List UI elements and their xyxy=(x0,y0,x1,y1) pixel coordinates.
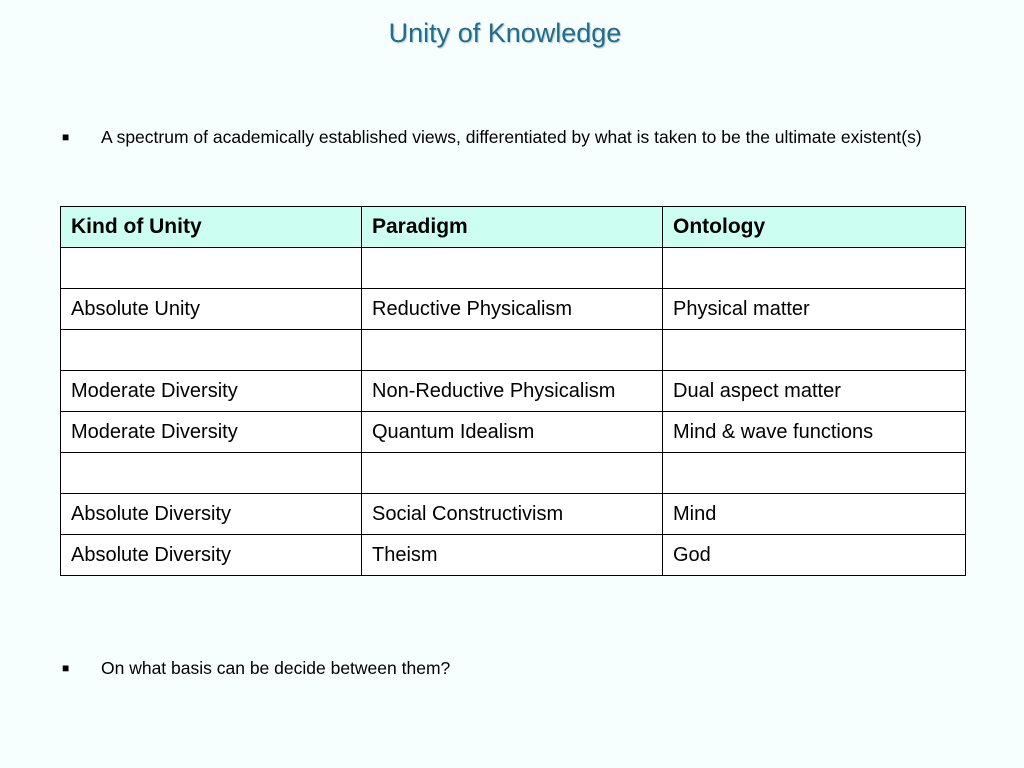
table-cell xyxy=(362,330,663,371)
table-cell: Quantum Idealism xyxy=(362,412,663,453)
table-row xyxy=(61,453,966,494)
table-cell: Mind & wave functions xyxy=(663,412,966,453)
bullet-square-icon: ■ xyxy=(62,661,70,675)
table-cell xyxy=(362,248,663,289)
bullet-square-icon: ■ xyxy=(62,130,70,144)
table-cell: Absolute Diversity xyxy=(61,494,362,535)
table-row xyxy=(61,330,966,371)
table-row xyxy=(61,371,966,412)
bullet-point xyxy=(62,123,962,151)
table-cell: God xyxy=(663,535,966,576)
table-cell: Social Constructivism xyxy=(362,494,663,535)
table-row xyxy=(61,494,966,535)
table-cell: Reductive Physicalism xyxy=(362,289,663,330)
table-cell: Moderate Diversity xyxy=(61,371,362,412)
table-cell: Physical matter xyxy=(663,289,966,330)
table-cell: Moderate Diversity xyxy=(61,412,362,453)
column-header-ontology: Ontology xyxy=(663,207,966,248)
table-cell xyxy=(663,453,966,494)
column-header-paradigm: Paradigm xyxy=(362,207,663,248)
table-cell xyxy=(663,330,966,371)
bullet-text: A spectrum of academically established views, differentiated by what is taken to be the ultimate existent(s) xyxy=(101,127,922,147)
unity-table xyxy=(60,206,966,576)
table-cell xyxy=(61,248,362,289)
slide-title: Unity of Knowledge xyxy=(388,18,622,48)
table-row xyxy=(61,412,966,453)
table-row xyxy=(61,248,966,289)
table-cell: Mind xyxy=(663,494,966,535)
bullet-text: On what basis can be decide between them? xyxy=(101,658,451,678)
table-cell xyxy=(362,453,663,494)
table-cell xyxy=(61,453,362,494)
table-row xyxy=(61,535,966,576)
bullet-point xyxy=(62,654,962,682)
table-cell xyxy=(663,248,966,289)
table-cell xyxy=(61,330,362,371)
table-cell: Dual aspect matter xyxy=(663,371,966,412)
table-row xyxy=(61,289,966,330)
table-cell: Absolute Diversity xyxy=(61,535,362,576)
column-header-kind-of-unity: Kind of Unity xyxy=(61,207,362,248)
table-cell: Theism xyxy=(362,535,663,576)
table-cell: Non-Reductive Physicalism xyxy=(362,371,663,412)
table-cell: Absolute Unity xyxy=(61,289,362,330)
table-header-row xyxy=(61,207,966,248)
